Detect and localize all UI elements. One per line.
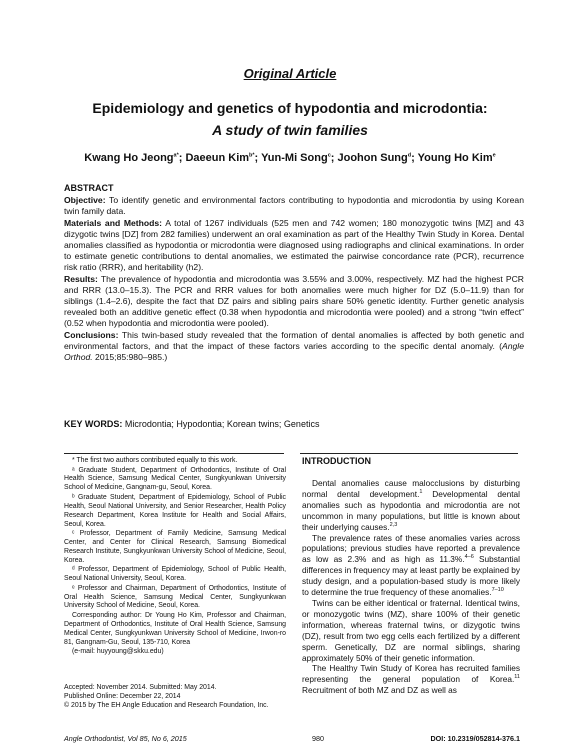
section-label: Original Article bbox=[243, 66, 337, 81]
abstract-heading: ABSTRACT bbox=[64, 183, 114, 193]
author-affiliation-mark: d bbox=[407, 152, 412, 159]
intro-text: Substantial differences in frequency may at least partly be explained by study design, and a population-based study is more likely to determine the true frequency of these anomalies. bbox=[302, 554, 520, 598]
author-list: Kwang Ho Jeong$^{a*}$; Daeeun Kim$^{b*}$; Yun-Mi Song$^c$; Joohon Sung$^d$; Young Ho Kim$^e$ bbox=[84, 152, 496, 164]
footnote: ᵉ Professor and Chairman, Department of Orthodontics, Institute of Oral Health Science, Samsung Medical Center, Sungkyunkwan University School of Medicine, Seoul, Korea. bbox=[64, 584, 286, 610]
keywords: KEY WORDS: Microdontia; Hypodontia; Korean twins; Genetics bbox=[64, 419, 320, 429]
intro-paragraph bbox=[302, 663, 520, 696]
citation-ref: 11 bbox=[514, 674, 520, 681]
author-name: Young Ho Kim bbox=[417, 152, 493, 164]
author-name: Yun-Mi Song bbox=[261, 152, 328, 164]
introduction-body bbox=[302, 478, 520, 696]
intro-paragraph bbox=[302, 598, 520, 663]
author-name: Kwang Ho Jeong bbox=[84, 152, 174, 164]
abstract-results: Results: The prevalence of hypodontia and microdontia was 3.55% and 3.00%, respectively. MZ had the highest PCR and RRR (13.0–15.3). The PCR and RRR values for both anomalies were much higher for DZ (5.0–11.9) than for siblings (1.4–2.6), despite the fact that DZ pairs and sibling pairs share 50% genetic identity. Further genetic analysis revealed both an additive genetic effect (0.38 when hypodontia and microdontia were pooled) and a strong “twin effect” (0.52 when hypodontia and microdontia were pooled). bbox=[64, 273, 524, 329]
intro-text: The Healthy Twin Study of Korea has recruited families representing the general population of Korea. bbox=[302, 663, 520, 685]
author-name: Joohon Sung bbox=[337, 152, 408, 164]
footnote: ᵇ Graduate Student, Department of Epidemiology, School of Public Health, Seoul National University, and Senior Researcher, Health Policy Research Department, Korea Institute for Health and Social Affairs, Seoul, Korea. bbox=[64, 493, 286, 528]
article-title: Epidemiology and genetics of hypodontia and microdontia: bbox=[92, 100, 488, 116]
author-name: Daeeun Kim bbox=[185, 152, 250, 164]
citation-ref: 2,3 bbox=[389, 521, 398, 528]
footnote: ᵃ Graduate Student, Department of Orthodontics, Institute of Oral Health Science, Samsung Medical Center, Sungkyunkwan University School of Medicine, Gangnam-gu, Seoul, Korea. bbox=[64, 466, 286, 492]
footnote-divider bbox=[64, 453, 284, 454]
author-affiliation-mark: a* bbox=[173, 152, 179, 159]
footnote: ᵈ Professor, Department of Epidemiology, School of Public Health, Seoul National University, Seoul, Korea. bbox=[64, 566, 286, 583]
journal-citation: Angle Orthodontist, Vol 85, No 6, 2015 bbox=[64, 734, 187, 743]
intro-paragraph bbox=[302, 478, 520, 533]
intro-text: The prevalence rates of these anomalies varies across populations; previous studies have reported a prevalence as low as 2.3% and as high as 11.3%. bbox=[302, 532, 520, 565]
abstract bbox=[64, 183, 524, 363]
publication-dates bbox=[64, 683, 286, 710]
intro-text: Developmental dental anomalies such as hypodontia and microdontia are not uncommon in many populations, but little is known about their underlying causes. bbox=[302, 488, 521, 532]
footnote: Corresponding author: Dr Young Ho Kim, Professor and Chairman, Department of Orthodontics, Institute of Oral Health Science, Samsung Medical Center, Sungkyunkwan University School of Medicine, Irwon-ro 81, Gangnam-Gu, Seoul, 135-710, Korea bbox=[64, 611, 286, 646]
abstract-methods: Materials and Methods: A total of 1267 individuals (525 men and 742 women; 180 monozygotic twins [MZ] and 43 dizygotic twins [DZ] from 282 families) underwent an oral examination as part of the Healthy Twin Study in Korea. Dental anomalies classified as hypodontia or microdontia were diagnosed using radiographs and clinical examinations. In order to estimate genetic contributions to dental anomalies, we estimated the pairwise concordance rate (PCR), recurrence risk ratio (RRR), and heritability (h2). bbox=[64, 217, 524, 273]
doi: DOI: 10.2319/052814-376.1 bbox=[430, 734, 520, 743]
intro-text: Dental anomalies cause malocclusions by disturbing normal dental development. bbox=[302, 478, 520, 499]
article-subtitle: A study of twin families bbox=[212, 122, 368, 138]
abstract-objective: Objective: To identify genetic and environmental factors contributing to hypodontia and microdontia by using Korean twin family data. bbox=[64, 195, 524, 217]
date-line: Accepted: November 2014. Submitted: May 2014. bbox=[64, 684, 217, 691]
footnote: ᶜ Professor, Department of Family Medicine, Samsung Medical Center, and Center for Clinical Research, Samsung Biomedical Research Institute, Sungkyunkwan University School of Medicine, Seoul, Korea. bbox=[64, 530, 286, 564]
footnote: * The first two authors contributed equally to this work. bbox=[72, 457, 238, 464]
intro-text: Recruitment of both MZ and DZ as well as bbox=[302, 685, 457, 696]
date-line: Published Online: December 22, 2014 bbox=[64, 693, 181, 700]
author-affiliation-mark: b* bbox=[249, 152, 255, 159]
section-divider bbox=[300, 453, 518, 454]
citation-ref: 7–10 bbox=[491, 587, 504, 594]
author-affiliation-mark: c bbox=[327, 152, 331, 159]
author-affiliation-mark: e bbox=[492, 152, 496, 159]
author-footnotes bbox=[64, 457, 286, 658]
introduction-heading: INTRODUCTION bbox=[302, 456, 371, 466]
intro-paragraph bbox=[302, 533, 520, 598]
citation-ref: 4–6 bbox=[464, 554, 474, 561]
intro-text: Twins can be either identical or fraternal. Identical twins, or monozygotic twins (MZ), share 100% of their genetic information, whereas fraternal twins, or dizygotic twins (DZ), result from two egg cells each fertilized by a different sperm. Genetically, DZ are normal siblings, sharing approximately 50% of their genetic information. bbox=[302, 597, 520, 663]
date-line: © 2015 by The EH Angle Education and Research Foundation, Inc. bbox=[64, 702, 269, 709]
footnote: (e-mail: huyyoung@skku.edu) bbox=[72, 648, 164, 656]
abstract-conclusions: Conclusions: This twin-based study revealed that the formation of dental anomalies is affected by both genetic and environmental factors, and that the impact of these factors varies according to the specific dental anomaly. (Angle Orthod. 2015;85:980–985.) bbox=[64, 329, 524, 363]
page-number: 980 bbox=[312, 734, 324, 743]
citation-ref: 1 bbox=[419, 489, 423, 496]
